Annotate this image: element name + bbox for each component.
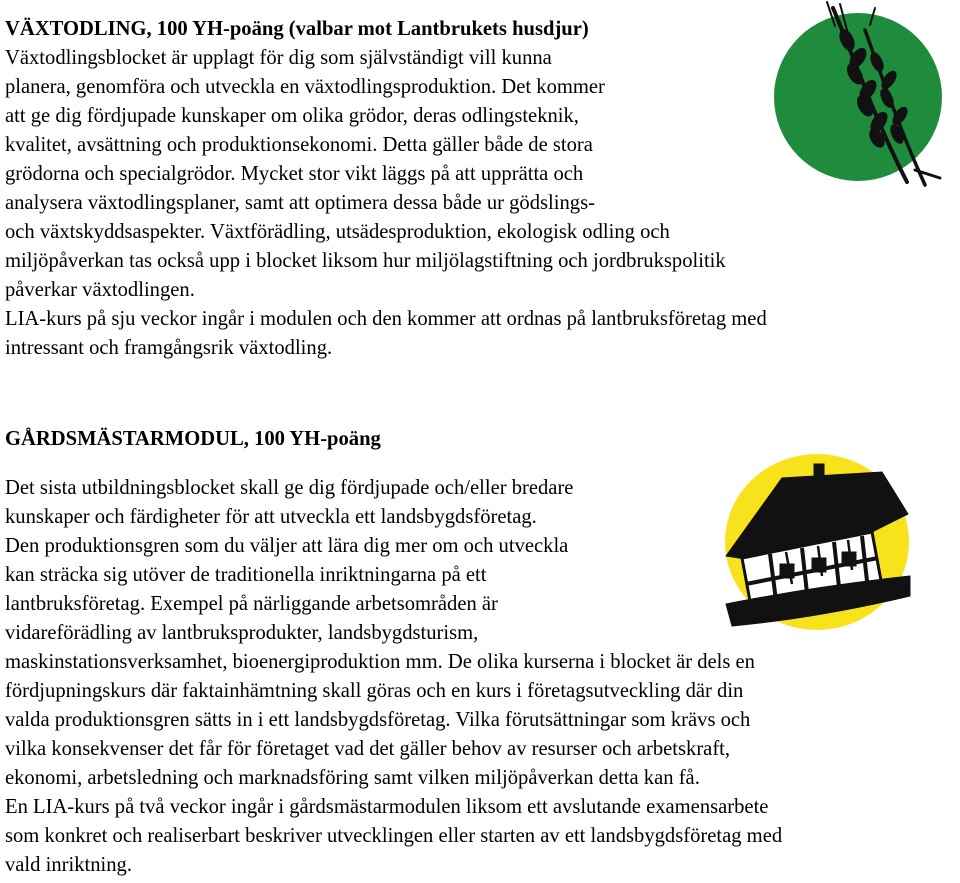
body-text-line: intressant och framgångsrik växtodling. xyxy=(5,337,333,359)
body-text-line: kan sträcka sig utöver de traditionella inriktningarna på ett xyxy=(5,564,487,586)
body-text-line: maskinstationsverksamhet, bioenergiproduktion mm. De olika kurserna i blocket är dels en xyxy=(5,651,755,673)
body-text-line: fördjupningskurs där faktainhämtning skall göras och en kurs i företagsutveckling där din xyxy=(5,680,744,702)
body-text-line: Det sista utbildningsblocket skall ge dig fördjupade och/eller bredare xyxy=(5,477,574,499)
body-text-line: vald inriktning. xyxy=(5,854,132,876)
body-text-line: och växtskyddsaspekter. Växtförädling, utsädesproduktion, ekologisk odling och xyxy=(5,221,670,243)
section-heading-vaxtodling: VÄXTODLING, 100 YH-poäng (valbar mot Lantbrukets husdjur) xyxy=(5,18,589,40)
body-text-line: som konkret och realiserbart beskriver utvecklingen eller starten av ett landsbygdsföretag med xyxy=(5,825,783,847)
body-text-line: grödorna och specialgrödor. Mycket stor vikt läggs på att upprätta och xyxy=(5,163,584,185)
body-text-line: miljöpåverkan tas också upp i blocket liksom hur miljölagstiftning och jordbrukspolitik xyxy=(5,250,726,272)
body-text-line: att ge dig fördjupade kunskaper om olika grödor, deras odlingsteknik, xyxy=(5,105,579,127)
farmhouse-logo-icon xyxy=(722,436,912,631)
body-text-line: ekonomi, arbetsledning och marknadsföring samt vilken miljöpåverkan detta kan få. xyxy=(5,767,700,789)
body-text-line: valda produktionsgren sätts in i ett landsbygdsföretag. Vilka förutsättningar som krävs och xyxy=(5,709,751,731)
body-text-line: analysera växtodlingsplaner, samt att optimera dessa både ur gödslings- xyxy=(5,192,595,214)
section-heading-gardsmastarmodul: GÅRDSMÄSTARMODUL, 100 YH-poäng xyxy=(5,428,381,450)
body-text-line: kvalitet, avsättning och produktionsekonomi. Detta gäller både de stora xyxy=(5,134,593,156)
body-text-line: LIA-kurs på sju veckor ingår i modulen och den kommer att ordnas på lantbruksföretag med xyxy=(5,308,767,330)
body-text-line: planera, genomföra och utveckla en växtodlingsproduktion. Det kommer xyxy=(5,76,605,98)
body-text-line: En LIA-kurs på två veckor ingår i gårdsmästarmodulen liksom ett avslutande examensarbete xyxy=(5,796,769,818)
body-text-line: kunskaper och färdigheter för att utveckla ett landsbygdsföretag. xyxy=(5,506,537,528)
body-text-line: lantbruksföretag. Exempel på närliggande arbetsområden är xyxy=(5,593,498,615)
wheat-logo-icon xyxy=(765,0,960,195)
body-text-line: vilka konsekvenser det får för företaget vad det gäller behov av resurser och arbetskraft, xyxy=(5,738,731,760)
body-text-line: påverkar växtodlingen. xyxy=(5,279,195,301)
body-text-line: Den produktionsgren som du väljer att lära dig mer om och utveckla xyxy=(5,535,569,557)
body-text-line: Växtodlingsblocket är upplagt för dig som självständigt vill kunna xyxy=(5,47,552,69)
body-text-line: vidareförädling av lantbruksprodukter, landsbygdsturism, xyxy=(5,622,479,644)
